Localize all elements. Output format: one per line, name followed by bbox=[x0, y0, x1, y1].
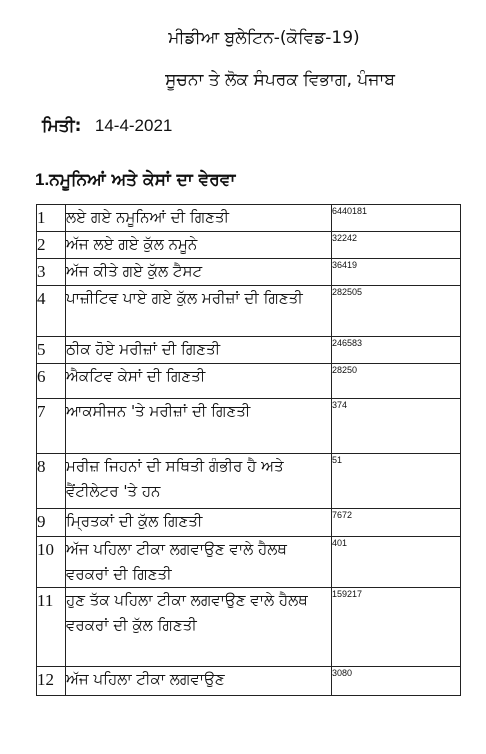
row-value: 246583 bbox=[332, 337, 461, 364]
serial-number: 2 bbox=[37, 232, 66, 259]
row-label: ਠੀਕ ਹੋਏ ਮਰੀਜ਼ਾਂ ਦੀ ਗਿਣਤੀ bbox=[66, 337, 332, 364]
section-number: 1. bbox=[35, 170, 50, 189]
row-label: ਆਕਸੀਜਨ 'ਤੇ ਮਰੀਜ਼ਾਂ ਦੀ ਗਿਣਤੀ bbox=[66, 399, 332, 454]
section-title: ਨਮੂਨਿਆਂ ਅਤੇ ਕੇਸਾਂ ਦਾ ਵੇਰਵਾ bbox=[49, 170, 236, 190]
table-row bbox=[37, 337, 461, 364]
table-row bbox=[37, 509, 461, 537]
row-value: 282505 bbox=[332, 286, 461, 337]
serial-number: 3 bbox=[37, 259, 66, 286]
row-label: ਹੁਣ ਤੱਕ ਪਹਿਲਾ ਟੀਕਾ ਲਗਵਾਉਣ ਵਾਲੇ ਹੈਲਥ ਵਰਕਰਾਂ ਦੀ ਕੁੱਲ ਗਿਣਤੀ bbox=[66, 588, 332, 667]
row-value: 32242 bbox=[332, 232, 461, 259]
table-row bbox=[37, 667, 461, 696]
row-label: ਅੱਜ ਲਏ ਗਏ ਕੁੱਲ ਨਮੂਨੇ bbox=[66, 232, 332, 259]
serial-number: 12 bbox=[37, 667, 66, 696]
row-value: 401 bbox=[332, 537, 461, 588]
table-row bbox=[37, 364, 461, 399]
row-value: 36419 bbox=[332, 259, 461, 286]
table-row bbox=[37, 286, 461, 337]
row-label: ਅੱਜ ਪਹਿਲਾ ਟੀਕਾ ਲਗਵਾਉਣ ਵਾਲੇ ਹੈਲਥ ਵਰਕਰਾਂ ਦੀ ਗਿਣਤੀ bbox=[66, 537, 332, 588]
serial-number: 8 bbox=[37, 454, 66, 509]
row-label: ਅੱਜ ਪਹਿਲਾ ਟੀਕਾ ਲਗਵਾਉਣ bbox=[66, 667, 332, 696]
serial-number: 6 bbox=[37, 364, 66, 399]
row-value: 28250 bbox=[332, 364, 461, 399]
row-value: 159217 bbox=[332, 588, 461, 667]
row-label: ਪਾਜ਼ੀਟਿਵ ਪਾਏ ਗਏ ਕੁੱਲ ਮਰੀਜ਼ਾਂ ਦੀ ਗਿਣਤੀ bbox=[66, 286, 332, 337]
serial-number: 9 bbox=[37, 509, 66, 537]
department-name: ਸੂਚਨਾ ਤੇ ਲੋਕ ਸੰਪਰਕ ਵਿਭਾਗ, ਪੰਜਾਬ bbox=[165, 70, 395, 90]
bulletin-title: ਮੀਡੀਆ ਬੁਲੇਟਿਨ-(ਕੋਵਿਡ-19) bbox=[168, 28, 360, 48]
serial-number: 1 bbox=[37, 205, 66, 232]
table-row bbox=[37, 232, 461, 259]
row-label: ਐਕਟਿਵ ਕੇਸਾਂ ਦੀ ਗਿਣਤੀ bbox=[66, 364, 332, 399]
table-row bbox=[37, 205, 461, 232]
serial-number: 11 bbox=[37, 588, 66, 667]
cases-table bbox=[36, 204, 461, 696]
date-row bbox=[42, 114, 172, 138]
serial-number: 7 bbox=[37, 399, 66, 454]
serial-number: 4 bbox=[37, 286, 66, 337]
table-row bbox=[37, 588, 461, 667]
table-row bbox=[37, 537, 461, 588]
serial-number: 10 bbox=[37, 537, 66, 588]
row-label: ਲਏ ਗਏ ਨਮੂਨਿਆਂ ਦੀ ਗਿਣਤੀ bbox=[66, 205, 332, 232]
row-label: ਮਰੀਜ਼ ਜਿਹਨਾਂ ਦੀ ਸਥਿਤੀ ਗੰਭੀਰ ਹੈ ਅਤੇ ਵੈਂਟੀਲੇਟਰ 'ਤੇ ਹਨ bbox=[66, 454, 332, 509]
row-value: 51 bbox=[332, 454, 461, 509]
table-row bbox=[37, 454, 461, 509]
row-value: 6440181 bbox=[332, 205, 461, 232]
section-heading bbox=[35, 168, 235, 192]
table-row bbox=[37, 399, 461, 454]
table-row bbox=[37, 259, 461, 286]
row-label: ਮ੍ਰਿਤਕਾਂ ਦੀ ਕੁੱਲ ਗਿਣਤੀ bbox=[66, 509, 332, 537]
serial-number: 5 bbox=[37, 337, 66, 364]
row-label: ਅੱਜ ਕੀਤੇ ਗਏ ਕੁੱਲ ਟੈਸਟ bbox=[66, 259, 332, 286]
date-value: 14-4-2021 bbox=[94, 116, 173, 135]
row-value: 3080 bbox=[332, 667, 461, 696]
row-value: 7672 bbox=[332, 509, 461, 537]
date-label: ਮਿਤੀ: bbox=[42, 116, 82, 136]
row-value: 374 bbox=[332, 399, 461, 454]
